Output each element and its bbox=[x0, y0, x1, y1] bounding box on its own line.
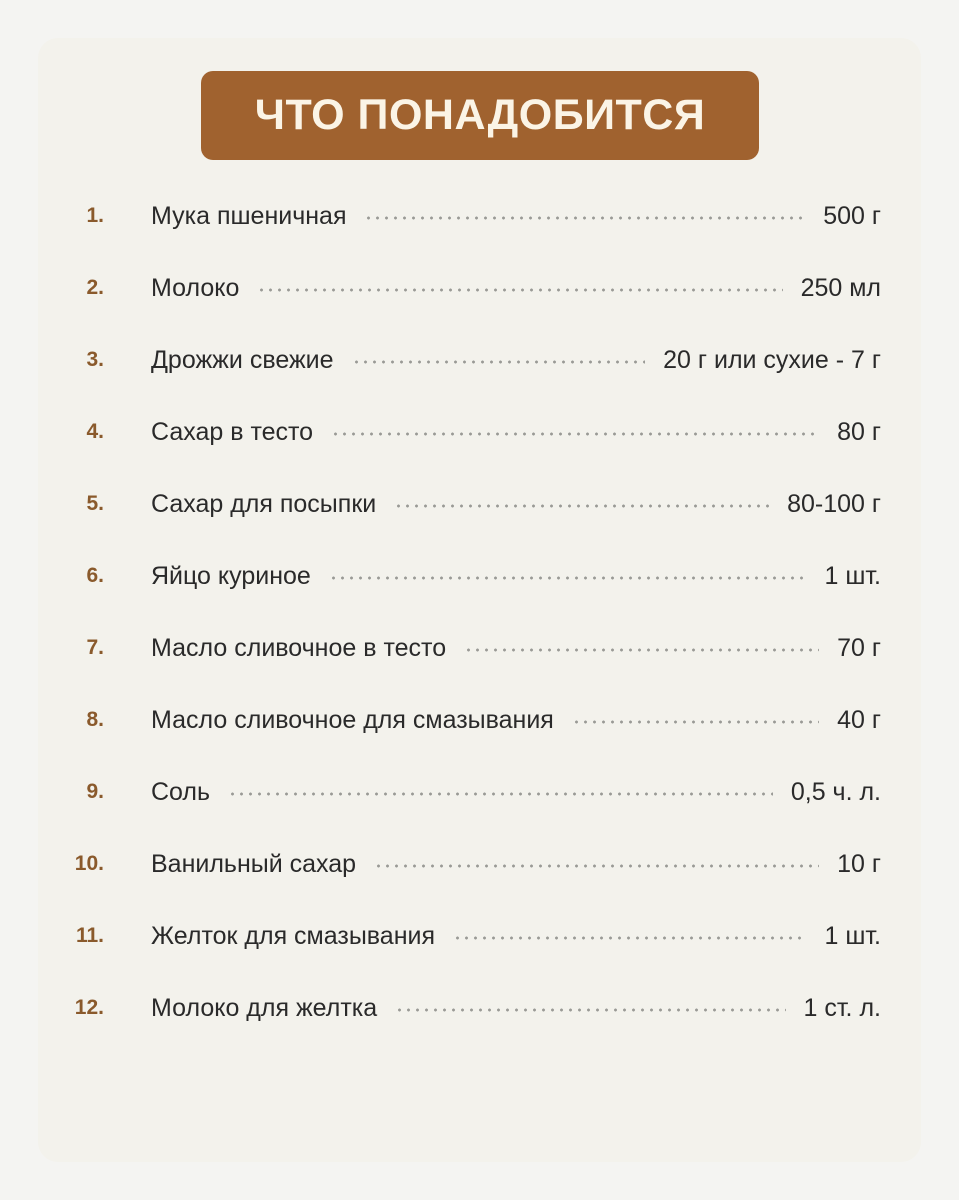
list-item bbox=[38, 844, 921, 884]
item-number: 2. bbox=[86, 276, 104, 299]
dot-leader bbox=[453, 936, 806, 940]
dot-leader bbox=[364, 216, 805, 220]
page-title: ЧТО ПОНАДОБИТСЯ bbox=[254, 91, 706, 139]
title-banner bbox=[201, 71, 759, 160]
list-item bbox=[38, 268, 921, 308]
item-name: Желток для смазывания bbox=[151, 922, 436, 950]
item-quantity: 80 г bbox=[837, 418, 881, 446]
dot-leader bbox=[572, 720, 819, 724]
item-number: 3. bbox=[86, 348, 104, 371]
item-line bbox=[151, 628, 881, 668]
item-number: 12. bbox=[74, 996, 104, 1019]
item-quantity: 1 шт. bbox=[824, 922, 881, 950]
dot-leader bbox=[352, 360, 646, 364]
item-name: Дрожжи свежие bbox=[151, 346, 334, 374]
item-line bbox=[151, 412, 881, 452]
item-line bbox=[151, 268, 881, 308]
item-line bbox=[151, 844, 881, 884]
item-line bbox=[151, 916, 881, 956]
item-quantity: 80-100 г bbox=[787, 490, 881, 518]
item-number: 10. bbox=[74, 852, 104, 875]
item-name: Ванильный сахар bbox=[151, 850, 357, 878]
list-item bbox=[38, 700, 921, 740]
item-quantity: 10 г bbox=[837, 850, 881, 878]
list-item bbox=[38, 412, 921, 452]
dot-leader bbox=[257, 288, 782, 292]
dot-leader bbox=[374, 864, 819, 868]
item-number: 1. bbox=[86, 204, 104, 227]
item-line bbox=[151, 556, 881, 596]
ingredients-card bbox=[38, 38, 921, 1162]
list-item bbox=[38, 484, 921, 524]
item-name: Молоко bbox=[151, 274, 240, 302]
item-number: 7. bbox=[86, 636, 104, 659]
dot-leader bbox=[228, 792, 773, 796]
item-quantity: 70 г bbox=[837, 634, 881, 662]
list-item bbox=[38, 196, 921, 236]
item-quantity: 1 ст. л. bbox=[803, 994, 881, 1022]
item-line bbox=[151, 340, 881, 380]
item-line bbox=[151, 484, 881, 524]
item-name: Масло сливочное в тесто bbox=[151, 634, 447, 662]
item-quantity: 0,5 ч. л. bbox=[790, 778, 881, 806]
dot-leader bbox=[464, 648, 819, 652]
list-item bbox=[38, 556, 921, 596]
item-number: 5. bbox=[86, 492, 104, 515]
item-name: Соль bbox=[151, 778, 211, 806]
list-item bbox=[38, 772, 921, 812]
item-number: 4. bbox=[86, 420, 104, 443]
item-name: Масло сливочное для смазывания bbox=[151, 706, 554, 734]
item-quantity: 1 шт. bbox=[824, 562, 881, 590]
item-line bbox=[151, 988, 881, 1028]
item-line bbox=[151, 196, 881, 236]
item-name: Молоко для желтка bbox=[151, 994, 378, 1022]
item-number: 11. bbox=[75, 924, 104, 947]
dot-leader bbox=[394, 504, 769, 508]
list-item bbox=[38, 916, 921, 956]
list-item bbox=[38, 628, 921, 668]
item-name: Мука пшеничная bbox=[151, 202, 347, 230]
dot-leader bbox=[331, 432, 819, 436]
list-item bbox=[38, 988, 921, 1028]
item-line bbox=[151, 772, 881, 812]
dot-leader bbox=[395, 1008, 785, 1012]
dot-leader bbox=[329, 576, 807, 580]
item-quantity: 40 г bbox=[837, 706, 881, 734]
item-line bbox=[151, 700, 881, 740]
item-number: 6. bbox=[86, 564, 104, 587]
item-name: Сахар для посыпки bbox=[151, 490, 377, 518]
list-item bbox=[38, 340, 921, 380]
item-name: Яйцо куриное bbox=[151, 562, 311, 590]
item-number: 9. bbox=[86, 780, 104, 803]
item-quantity: 250 мл bbox=[800, 274, 881, 302]
item-number: 8. bbox=[86, 708, 104, 731]
item-quantity: 500 г bbox=[823, 202, 881, 230]
item-name: Сахар в тесто bbox=[151, 418, 314, 446]
item-quantity: 20 г или сухие - 7 г bbox=[663, 346, 881, 374]
